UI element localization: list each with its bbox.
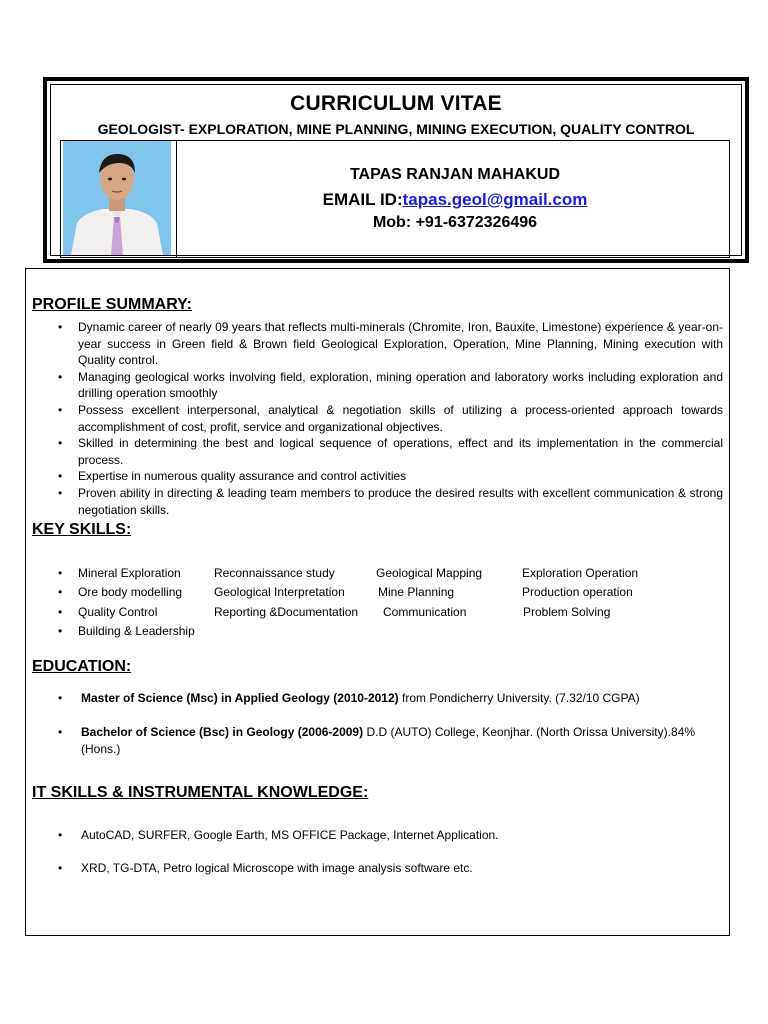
key-skills-heading: KEY SKILLS: — [32, 521, 132, 538]
skill-item: Reconnaissance study — [214, 566, 335, 580]
profile-photo-portrait — [63, 141, 171, 255]
skills-row: • Ore body modelling Geological Interpretation Mine Planning Production operation — [58, 585, 633, 599]
list-item: • Bachelor of Science (Bsc) in Geology (2006-2009) D.D (AUTO) College, Keonjhar. (North Orissa University).84% (Hons.) — [58, 725, 695, 756]
candidate-name: TAPAS RANJAN MAHAKUD — [349, 166, 561, 183]
it-skills-heading: IT SKILLS & INSTRUMENTAL KNOWLEDGE: — [32, 784, 369, 801]
skill-item: Building & Leadership — [78, 624, 195, 638]
email-label: EMAIL ID: — [322, 190, 403, 209]
list-item: • Skilled in determining the best and logical sequence of operations, effect and its implementation in the commercial process. — [58, 436, 723, 467]
list-item: • AutoCAD, SURFER, Google Earth, MS OFFICE Package, Internet Application. — [58, 828, 499, 842]
skill-item: Communication — [383, 605, 467, 619]
page-subtitle: GEOLOGIST- EXPLORATION, MINE PLANNING, MINING EXECUTION, QUALITY CONTROL — [97, 121, 695, 137]
skills-row: • Quality Control Reporting &Documentation Communication Problem Solving — [58, 605, 611, 619]
list-item: • Master of Science (Msc) in Applied Geology (2010-2012) from Pondicherry University. (7.32/10 CGPA) — [58, 691, 640, 705]
mobile-number: Mob: +91-6372326496 — [372, 214, 538, 231]
list-item: • Managing geological works involving field, exploration, mining operation and laboratory works including exploration and drilling operation smoothly — [58, 369, 723, 401]
skill-item: Geological Mapping — [376, 566, 483, 580]
page-title: CURRICULUM VITAE — [290, 92, 502, 115]
skill-item: Quality Control — [78, 605, 158, 619]
skill-item: Exploration Operation — [522, 566, 639, 580]
skills-row: • Mineral Exploration Reconnaissance study Geological Mapping Exploration Operation — [58, 566, 639, 580]
skill-item: Ore body modelling — [78, 585, 183, 599]
skill-item: Production operation — [522, 585, 633, 599]
photo-divider — [176, 140, 177, 258]
profile-summary-heading: PROFILE SUMMARY: — [32, 296, 192, 313]
list-item: • Dynamic career of nearly 09 years that reflects multi-minerals (Chromite, Iron, Bauxite, Limestone) experience & year-on-year success in Green field & Brown field Geological Exploration, Operation, Mine Planning, Mining execution with Quality control. — [58, 320, 723, 368]
skill-item: Problem Solving — [523, 605, 611, 619]
skill-item: Geological Interpretation — [214, 585, 345, 599]
email-row — [180, 190, 730, 210]
email-link[interactable]: tapas.geol@gmail.com — [402, 190, 588, 209]
skill-item: Reporting &Documentation — [214, 605, 359, 619]
profile-summary-list — [50, 319, 723, 518]
list-item: • XRD, TG-DTA, Petro logical Microscope with image analysis software etc. — [58, 861, 473, 875]
skill-item: Mine Planning — [378, 585, 455, 599]
list-item: • Possess excellent interpersonal, analytical & negotiation skills of utilizing a process-oriented approach towards accomplishment of cost, profit, service and organizational objectives. — [58, 402, 723, 434]
list-item: • Expertise in numerous quality assurance and control activities — [58, 469, 407, 484]
profile-photo — [63, 141, 171, 255]
list-item: • Proven ability in directing & leading team members to produce the desired results with excellent communication & strong negotiation skills. — [58, 485, 723, 517]
skills-row: • Building & Leadership — [58, 624, 195, 638]
education-heading: EDUCATION: — [32, 658, 132, 675]
skill-item: Mineral Exploration — [78, 566, 181, 580]
